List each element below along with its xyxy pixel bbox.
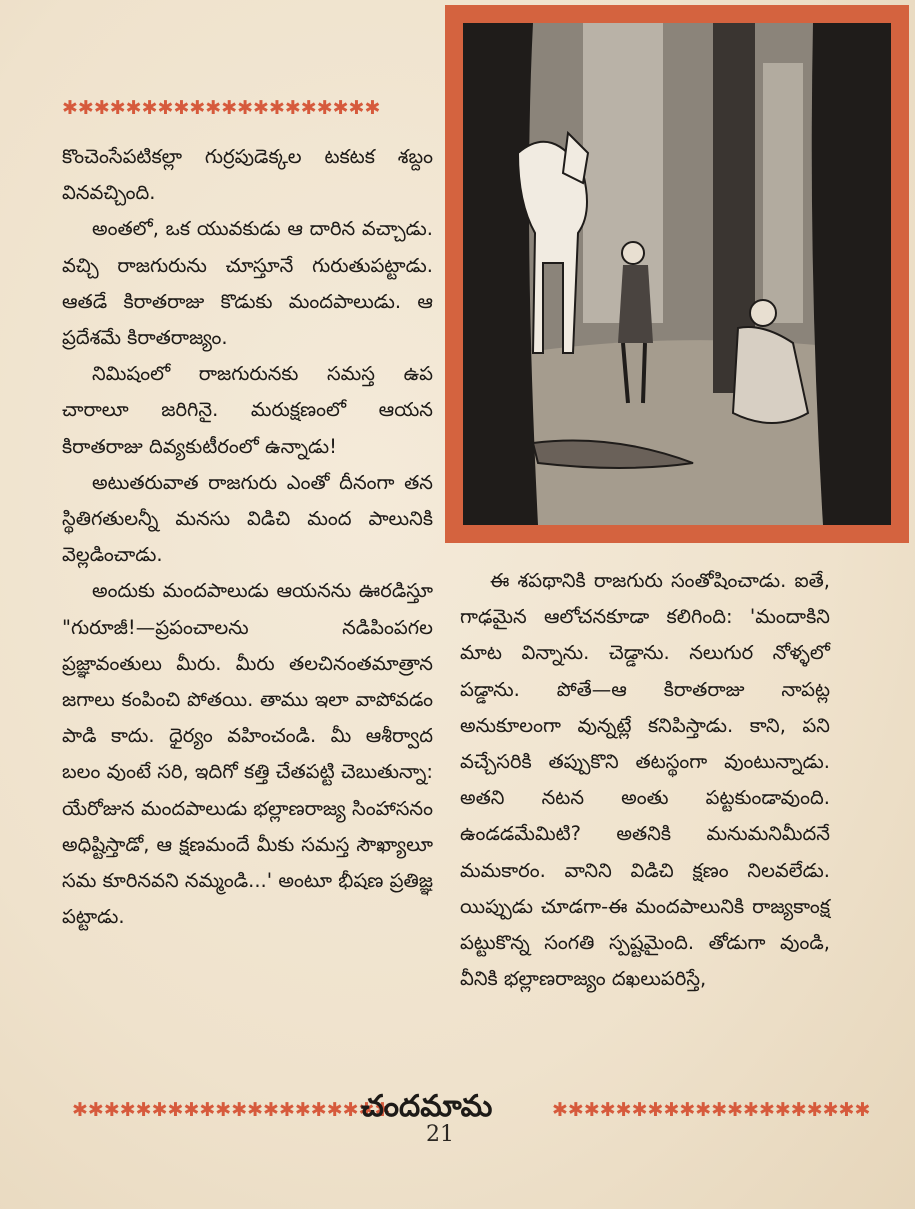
paragraph: అటుతరువాత రాజగురు ఎంతో దీనంగా తన స్థితిగతులన్నీ మనసు విడిచి మంద పాలునికి వెల్లడించాడు. xyxy=(62,470,433,567)
footer-right-ornament: ✱✱✱✱✱✱✱✱✱✱✱✱✱✱✱✱✱✱✱✱ xyxy=(552,1099,871,1121)
story-illustration xyxy=(445,5,909,543)
top-left-ornament: ✱✱✱✱✱✱✱✱✱✱✱✱✱✱✱✱✱✱✱✱ xyxy=(62,97,381,119)
paragraph: నిమిషంలో రాజగురునకు సమస్త ఉప చారాలూ జరిగినై. మరుక్షణంలో ఆయన కిరాతరాజు దివ్యకుటీరంలో ఉన్నాడు! xyxy=(62,362,433,458)
magazine-title: చందమామ xyxy=(361,1089,493,1124)
paragraph: అంతలో, ఒక యువకుడు ఆ దారిన వచ్చాడు. వచ్చి రాజగురును చూస్తూనే గురుతుపట్టాడు. ఆతడే కిరాతరాజు కొడుకు మందపాలుడు. ఆ ప్రదేశమే కిరాతరాజ్యం. xyxy=(62,217,433,350)
paragraph: కొంచెంసేపటికల్లా గుర్రపుడెక్కల టకటక శబ్దం వినవచ్చింది. xyxy=(62,145,433,205)
paragraph: అందుకు మందపాలుడు ఆయనను ఊరడిస్తూ "గురూజీ!—ప్రపంచాలను నడిపింపగల ప్రజ్ఞావంతులు మీరు. మీరు తలచినంతమాత్రాన జగాలు కంపించి పోతయి. తాము ఇలా వాపోవడం పాడి కాదు. ధైర్యం వహించండి. మీ ఆశీర్వాద బలం వుంటే సరి, ఇదిగో కత్తి చేతపట్టి చెబుతున్నా: యేరోజున మందపాలుడు భల్లాణరాజ్య సింహాసనం అధిష్టిస్తాడో, ఆ క్షణమందే మీకు సమస్త సౌఖ్యాలూ సమ కూరినవని నమ్మండి...' అంటూ భీషణ ప్రతిజ్ఞ పట్టాడు. xyxy=(62,579,433,929)
left-text-column xyxy=(62,139,433,935)
footer-left-ornament: ✱✱✱✱✱✱✱✱✱✱✱✱✱✱✱✱✱✱✱✱ xyxy=(72,1099,391,1121)
forest-scene-drawing xyxy=(463,23,891,525)
page-number: 21 xyxy=(426,1122,454,1147)
paragraph: ఈ శపథానికి రాజగురు సంతోషించాడు. ఐతే, గాఢమైన ఆలోచనకూడా కలిగింది: 'మందాకిని మాట విన్నాను. చెడ్డాను. నలుగుర నోళ్ళలో పడ్డాను. పోతే—ఆ కిరాతరాజు నాపట్ల అనుకూలంగా వున్నట్లే కనిపిస్తాడు. కాని, పని వచ్చేసరికి తప్పుకొని తటస్థంగా వుంటున్నాడు. అతని నటన అంతు పట్టకుండావుంది. ఉండడమేమిటి? అతనికి మనుమనిమీదనే మమకారం. వానిని విడిచి క్షణం నిలవలేడు. యిప్పుడు చూడగా-ఈ మందపాలునికి రాజ్యకాంక్ష పట్టుకొన్న సంగతి స్పష్టమైంది. తోడుగా వుండి, వీనికి భల్లాణరాజ్యం దఖలుపరిస్తే, xyxy=(460,569,830,991)
right-text-column xyxy=(460,563,830,997)
